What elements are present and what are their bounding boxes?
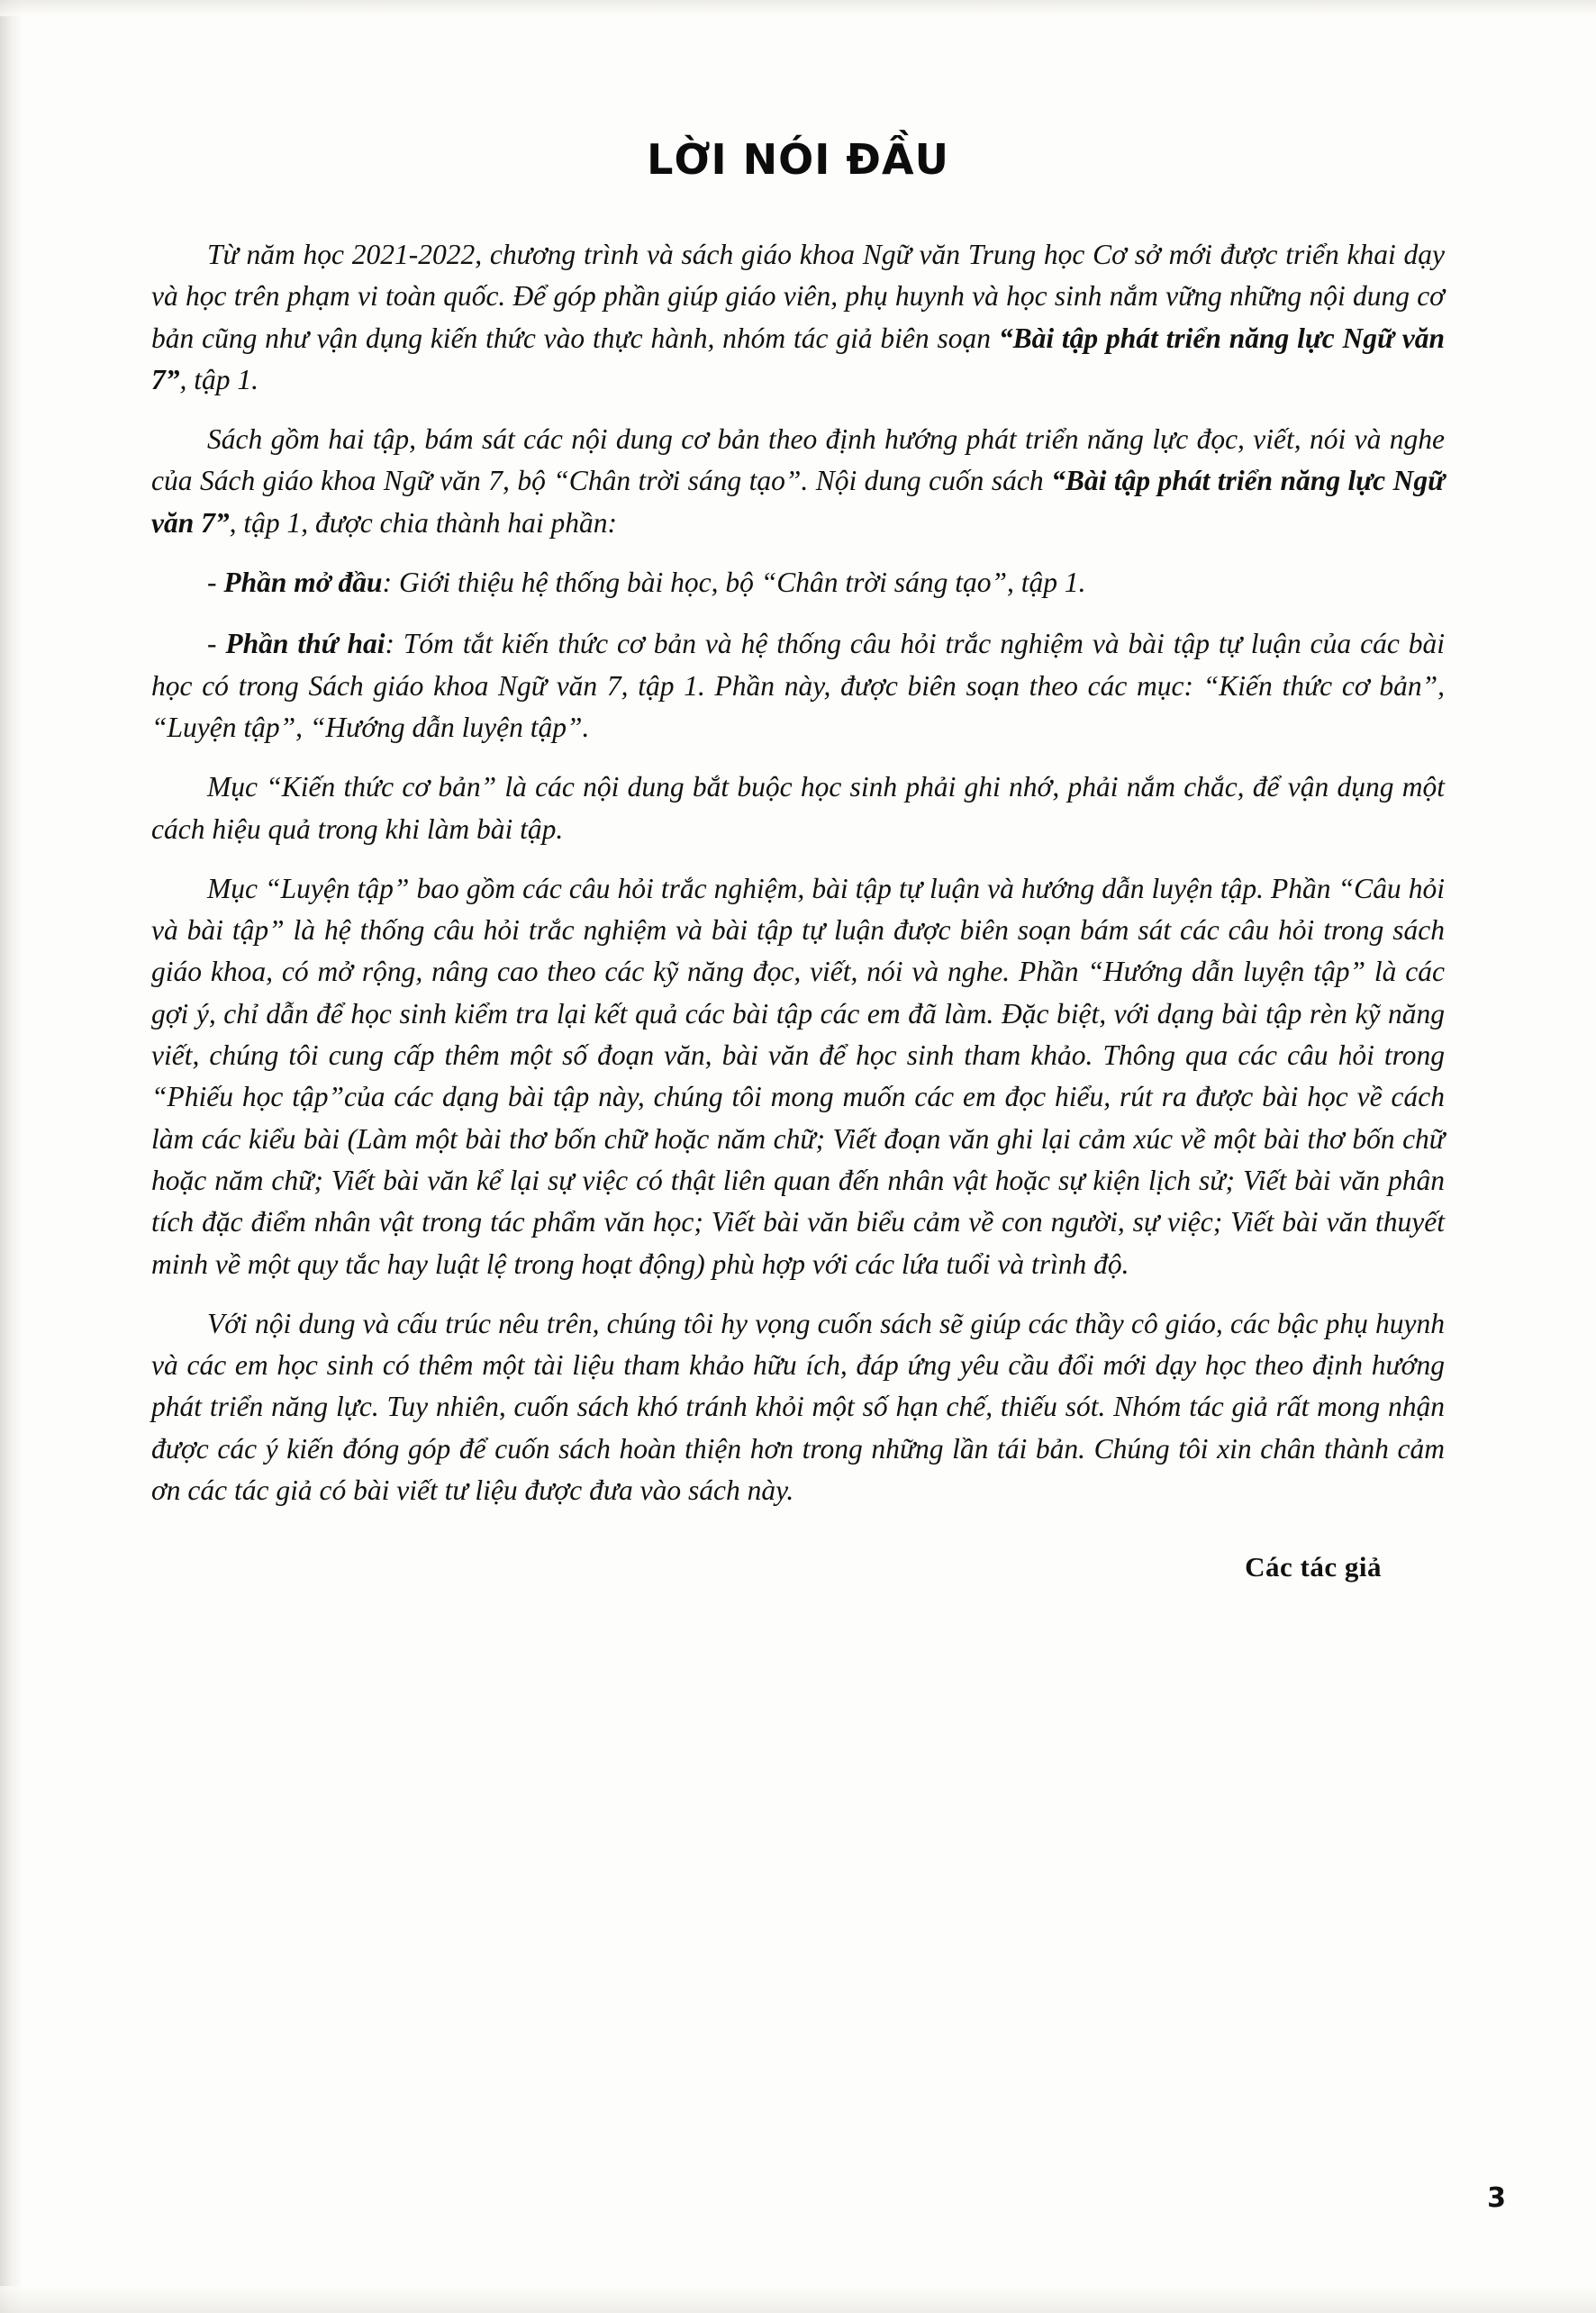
body-text: Từ năm học 2021-2022, chương trình và sách giáo khoa Ngữ văn Trung học Cơ sở mới được triển khai dạy và học trên phạm vi toàn quốc. Để góp phần giúp giáo viên, phụ huynh và học sinh nắm vững những nội dung cơ bản cũng như vận dụng kiến thức vào thực hành, nhóm tác giả biên soạn: [151, 239, 1445, 354]
emphasis-text: “Bài tập phát triển năng lực Ngữ văn 7”: [151, 322, 1445, 395]
body-text: -: [207, 628, 226, 660]
paragraph: [151, 1303, 1445, 1511]
body-text: , tập 1, được chia thành hai phần:: [229, 506, 617, 539]
emphasis-text: Phần thứ hai: [225, 628, 385, 660]
page-number: 3: [1487, 2182, 1506, 2214]
body-text: Mục “Luyện tập” bao gồm các câu hỏi trắc nghiệm, bài tập tự luận và hướng dẫn luyện tập. Phần “Câu hỏi và bài tập” là hệ thống câu hỏi trắc nghiệm và bài tập tự luận được biên soạn bám sát các câu hỏi trong sách giáo khoa, có mở rộng, nâng cao theo các kỹ năng đọc, viết, nói và nghe. Phần “Hướng dẫn luyện tập” là các gợi ý, chỉ dẫn để học sinh kiểm tra lại kết quả các bài tập các em đã làm. Đặc biệt, với dạng bài tập rèn kỹ năng viết, chúng tôi cung cấp thêm một số đoạn văn, bài văn để học sinh tham khảo. Thông qua các câu hỏi trong “Phiếu học tập”của các dạng bài tập này, chúng tôi mong muốn các em đọc hiểu, rút ra được bài học về cách làm các kiểu bài (Làm một bài thơ bốn chữ hoặc năm chữ; Viết đoạn văn ghi lại cảm xúc về một bài thơ bốn chữ hoặc năm chữ; Viết bài văn kể lại sự việc có thật liên quan đến nhân vật hoặc sự kiện lịch sử; Viết bài văn phân tích đặc điểm nhân vật trong tác phẩm văn học; Viết bài văn biểu cảm về con người, sự việc; Viết bài văn thuyết minh về một quy tắc hay luật lệ trong hoạt động) phù hợp với các lứa tuổi và trình độ.: [151, 872, 1445, 1280]
scan-edge-left: [0, 0, 23, 2313]
author-signature: Các tác giả: [1245, 1551, 1382, 1583]
page-title: LỜI NÓI ĐẦU: [647, 135, 949, 184]
body-text: : Giới thiệu hệ thống bài học, bộ “Chân trời sáng tạo”, tập 1.: [382, 567, 1086, 599]
preface-body: [151, 234, 1445, 1511]
paragraph: [151, 623, 1445, 748]
body-text: Sách gồm hai tập, bám sát các nội dung cơ bản theo định hướng phát triển năng lực đọc, viết, nói và nghe của Sách giáo khoa Ngữ văn 7, bộ “Chân trời sáng tạo”. Nội dung cuốn sách: [151, 423, 1445, 497]
emphasis-text: Phần mở đầu: [223, 567, 383, 599]
body-text: Với nội dung và cấu trúc nêu trên, chúng tôi hy vọng cuốn sách sẽ giúp các thầy cô giáo, các bậc phụ huynh và các em học sinh có thêm một tài liệu tham khảo hữu ích, đáp ứng yêu cầu đổi mới dạy học theo định hướng phát triển năng lực. Tuy nhiên, cuốn sách khó tránh khỏi một số hạn chế, thiếu sót. Nhóm tác giả rất mong nhận được các ý kiến đóng góp để cuốn sách hoàn thiện hơn trong những lần tái bản. Chúng tôi xin chân thành cảm ơn các tác giả có bài viết tư liệu được đưa vào sách này.: [151, 1307, 1445, 1507]
paragraph: [151, 419, 1445, 544]
body-text: , tập 1.: [179, 363, 259, 395]
body-text: -: [207, 567, 224, 599]
paragraph: [151, 234, 1445, 401]
page-content: [151, 135, 1445, 1583]
paragraph: [151, 766, 1445, 850]
paragraph: [151, 562, 1445, 603]
emphasis-text: “Bài tập phát triển năng lực Ngữ văn 7”: [151, 465, 1446, 539]
paragraph: [151, 868, 1445, 1285]
scan-edge-top: [0, 0, 1596, 16]
body-text: Mục “Kiến thức cơ bản” là các nội dung bắt buộc học sinh phải ghi nhớ, phải nắm chắc, để vận dụng một cách hiệu quả trong khi làm bài tập.: [151, 771, 1445, 845]
scan-edge-bottom: [0, 2286, 1596, 2313]
body-text: : Tóm tắt kiến thức cơ bản và hệ thống câu hỏi trắc nghiệm và bài tập tự luận của các bài học có trong Sách giáo khoa Ngữ văn 7, tập 1. Phần này, được biên soạn theo các mục: “Kiến thức cơ bản”, “Luyện tập”, “Hướng dẫn luyện tập”.: [151, 628, 1445, 743]
